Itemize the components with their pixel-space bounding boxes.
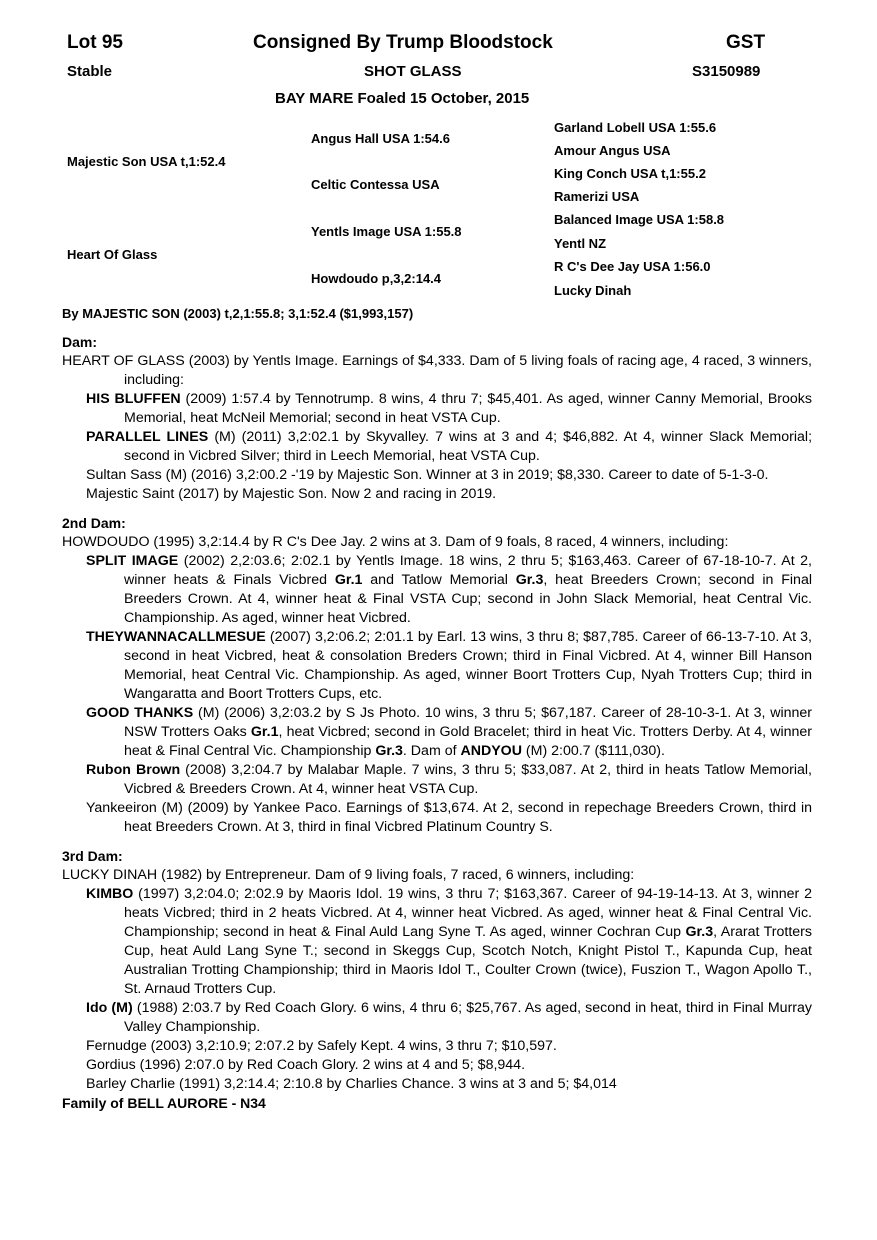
horse-id: S3150989: [692, 63, 761, 80]
group-badge: Gr.3: [685, 924, 714, 940]
third-dam-foal: [86, 885, 812, 999]
foal-details: , Ararat Trotters Cup, heat Auld Lang Syne T.; second in Skeggs Cup, Scotch Notch, Knight Pistol T., Kapunda Cup, heat Australian Trotting Championship; third in Maoris Idol T., Coulter Crown (twice), Fuszion T., Wagon Apollo T., St. Arnaud Trotters Cup.: [124, 924, 812, 997]
dam-intro: HEART OF GLASS (2003) by Yentls Image. Earnings of $4,333. Dam of 5 living foals of racing age, 4 raced, 3 winners, including:: [62, 353, 812, 388]
foal-details: and Tatlow Memorial: [362, 572, 516, 588]
horse-description: BAY MARE Foaled 15 October, 2015: [275, 90, 530, 107]
foal-details: (2008) 3,2:04.7 by Malabar Maple. 7 wins, 3 thru 5; $33,087. At 2, third in heats Tatlow Memorial, Vicbred & Breeders Crown. At 4, winner heat VSTA Cup.: [124, 762, 812, 797]
pedigree-sire-dam: Celtic Contessa USA: [311, 177, 440, 192]
stable-label: Stable: [67, 63, 113, 80]
pedigree-g1: Garland Lobell USA 1:55.6: [554, 120, 717, 135]
third-dam-intro: LUCKY DINAH (1982) by Entrepreneur. Dam of 9 living foals, 7 raced, 6 winners, including:: [62, 867, 635, 883]
pedigree-dam: Heart Of Glass: [67, 247, 158, 262]
third-dam-heading: 3rd Dam:: [62, 848, 123, 864]
tax-label: GST: [726, 32, 766, 53]
third-dam-foal: [86, 1037, 812, 1056]
catalogue-body: [62, 333, 812, 1113]
foal-details: Gordius (1996) 2:07.0 by Red Coach Glory. 2 wins at 4 and 5; $8,944.: [86, 1057, 526, 1073]
third-dam-foal: [86, 1075, 812, 1094]
foal-details: (M) (2011) 3,2:02.1 by Skyvalley. 7 wins at 3 and 4; $46,882. At 4, winner Slack Memorial; second in Vicbred Silver; third in Leech Memorial, heat VSTA Cup.: [124, 429, 813, 464]
foal-details: (2002) 2,2:03.6; 2:02.1 by Yentls Image. 18 wins, 2 thru 5; $163,463. Career of 67-18-10-7. At 2, winner heats & Finals Vicbred: [124, 553, 812, 588]
pedigree-dam-sire: Yentls Image USA 1:55.8: [311, 224, 462, 239]
pedigree-sire-sire: Angus Hall USA 1:54.6: [311, 131, 450, 146]
consignor: Consigned By Trump Bloodstock: [253, 32, 553, 53]
foal-details: . Dam of: [402, 743, 461, 759]
pedigree-g2: Amour Angus USA: [554, 143, 671, 158]
pedigree-dam-dam: Howdoudo p,3,2:14.4: [311, 271, 442, 286]
pedigree-g5: Balanced Image USA 1:58.8: [554, 212, 725, 227]
foal-name: HIS BLUFFEN: [86, 391, 181, 407]
second-dam-intro: HOWDOUDO (1995) 3,2:14.4 by R C's Dee Jay. 2 wins at 3. Dam of 9 foals, 8 raced, 4 winners, including:: [62, 534, 729, 550]
group-badge: Gr.1: [334, 572, 363, 588]
foal-details: (2007) 3,2:06.2; 2:01.1 by Earl. 13 wins, 3 thru 8; $87,785. Career of 66-13-7-10. At 3, second in heat Vicbred, heat & consolation Breders Crown; third in Final Vicbred. At 4, winner Bill Hanson Memorial, heat Central Vic. Championship. As aged, winner Boort Trotters Cup, Nyah Trotters Cup; third in Wangaratta and Boort Trotters Cups, etc.: [124, 629, 812, 702]
dam-foal: [86, 428, 812, 466]
pedigree-sire: Majestic Son USA t,1:52.4: [67, 154, 226, 169]
third-dam-foal: [86, 1056, 812, 1075]
group-badge: Gr.3: [375, 743, 403, 759]
foal-details: (M) 2:00.7 ($111,030).: [521, 743, 665, 759]
pedigree-g6: Yentl NZ: [554, 236, 607, 251]
second-dam-foal: [86, 552, 812, 628]
foal-details: (1988) 2:03.7 by Red Coach Glory. 6 wins, 4 thru 6; $25,767. As aged, second in heat, third in Final Murray Valley Championship.: [124, 1000, 812, 1035]
foal-details: (M) (2006) 3,2:03.2 by S Js Photo. 10 wins, 3 thru 5; $67,187. Career of 28-10-3-1. At 3, winner NSW Trotters Oaks: [124, 705, 812, 740]
foal-name: Rubon Brown: [86, 762, 181, 778]
foal-details: Yankeeiron (M) (2009) by Yankee Paco. Earnings of $13,674. At 2, second in repechage Breeders Crown, third in heat Breeders Crown. At 3, third in final Vicbred Platinum Country S.: [86, 800, 812, 835]
foal-details: Barley Charlie (1991) 3,2:14.4; 2:10.8 by Charlies Chance. 3 wins at 3 and 5; $4,014: [86, 1076, 617, 1092]
pedigree-g3: King Conch USA t,1:55.2: [554, 166, 706, 181]
second-dam-foal: [86, 799, 812, 837]
dam-foal: [86, 390, 812, 428]
foal-name: PARALLEL LINES: [86, 429, 209, 445]
foal-details: Sultan Sass (M) (2016) 3,2:00.2 -'19 by Majestic Son. Winner at 3 in 2019; $8,330. Career to date of 5-1-3-0.: [86, 467, 769, 483]
third-dam-foal: [86, 999, 812, 1037]
foal-name: Ido (M): [86, 1000, 133, 1016]
second-dam-heading: 2nd Dam:: [62, 515, 126, 531]
pedigree-g4: Ramerizi USA: [554, 189, 640, 204]
group-badge: Gr.3: [515, 572, 544, 588]
dam-heading: Dam:: [62, 334, 98, 350]
pedigree-g7: R C's Dee Jay USA 1:56.0: [554, 259, 711, 274]
foal-details: (1997) 3,2:04.0; 2:02.9 by Maoris Idol. 19 wins, 3 thru 7; $163,367. Career of 94-19-14-13. At 3, winner 2 heats Vicbred; third in 2 heats Vicbred. At 4, winner heat Vicbred. As aged, winner heat & Final Central Vic. Championship; second in heat & Final Auld Lang Syne T. As aged, winner Cochran Cup: [124, 886, 812, 940]
lot-number: Lot 95: [67, 32, 123, 53]
foal-details: , heat Vicbred; second in Gold Bracelet; third in heat Vic. Trotters Derby. At 4, winner heat & Final Central Vic. Championship: [124, 724, 812, 759]
foal-details: , heat Breeders Crown; second in Final Breeders Crown. At 4, winner heat & Final VSTA Cup; second in John Slack Memorial, heat Central Vic. Championship. As aged, winner heat Vicbred.: [124, 572, 812, 626]
dam-foal: [86, 466, 812, 485]
foal-name: GOOD THANKS: [86, 705, 194, 721]
foal-name: SPLIT IMAGE: [86, 553, 179, 569]
second-dam-foal: [86, 761, 812, 799]
family-line: Family of BELL AURORE - N34: [62, 1095, 266, 1111]
second-dam-foal: [86, 628, 812, 704]
second-dam-foal: [86, 704, 812, 761]
horse-name: SHOT GLASS: [364, 63, 462, 80]
produce-name: ANDYOU: [460, 743, 522, 759]
pedigree-g8: Lucky Dinah: [554, 283, 632, 298]
foal-name: THEYWANNACALLMESUE: [86, 629, 266, 645]
foal-details: Majestic Saint (2017) by Majestic Son. Now 2 and racing in 2019.: [86, 486, 497, 502]
foal-details: (2009) 1:57.4 by Tennotrump. 8 wins, 4 thru 7; $45,401. As aged, winner Canny Memorial, Brooks Memorial, heat McNeil Memorial; second in heat VSTA Cup.: [124, 391, 812, 426]
sire-line: By MAJESTIC SON (2003) t,2,1:55.8; 3,1:52.4 ($1,993,157): [62, 306, 414, 321]
dam-foal: [86, 485, 812, 504]
foal-details: Fernudge (2003) 3,2:10.9; 2:07.2 by Safely Kept. 4 wins, 3 thru 7; $10,597.: [86, 1038, 557, 1054]
foal-name: KIMBO: [86, 886, 134, 902]
group-badge: Gr.1: [250, 724, 279, 740]
